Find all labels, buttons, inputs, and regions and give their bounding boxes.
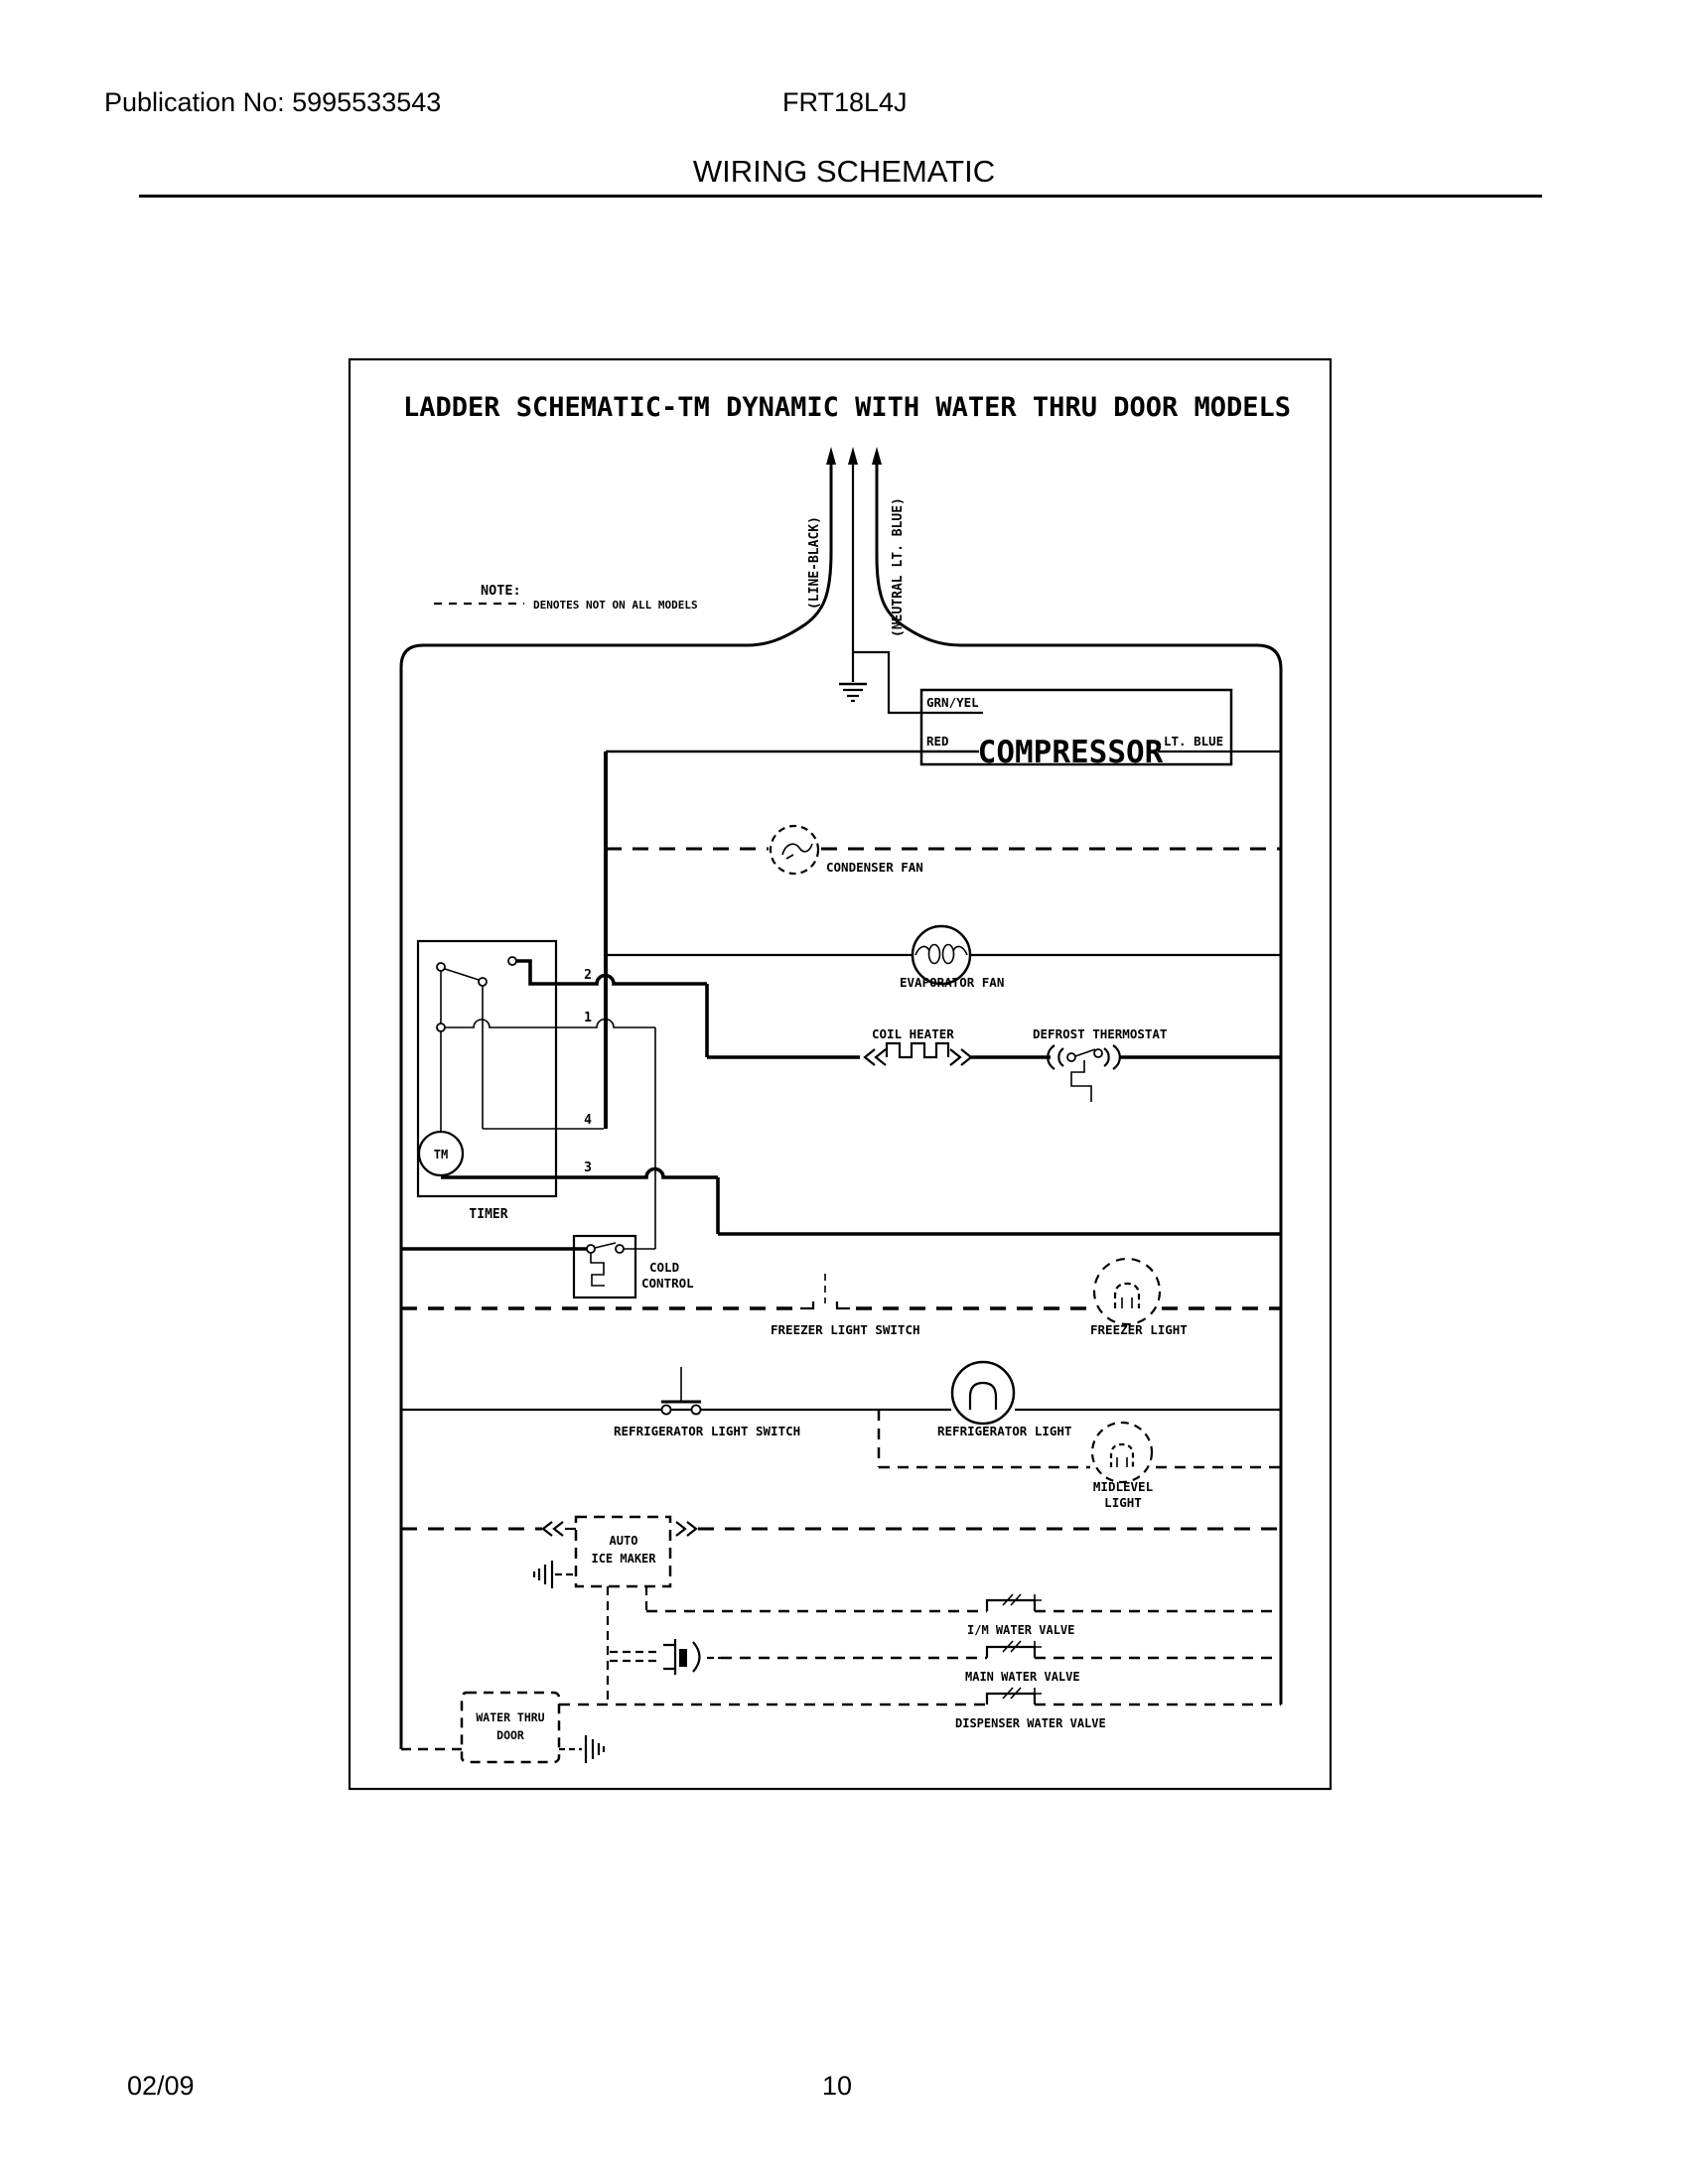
freezer-light-icon: [1094, 1259, 1160, 1324]
timer-motor-label: TM: [433, 1148, 449, 1161]
terminal-3-wire: [441, 1169, 718, 1178]
freezer-light-row: [401, 1259, 1281, 1337]
coil-heater-label: COIL HEATER: [872, 1026, 954, 1041]
earth-ground-icon: [839, 684, 867, 701]
evaporator-fan-row: [606, 926, 1281, 990]
red-label: RED: [926, 734, 949, 749]
condenser-fan-icon: [771, 826, 818, 874]
compressor-label: COMPRESSOR: [977, 735, 1164, 770]
dispenser-water-valve-label: DISPENSER WATER VALVE: [955, 1716, 1106, 1730]
evaporator-fan-label: EVAPORATOR FAN: [900, 975, 1005, 990]
freezer-light-switch-label: FREEZER LIGHT SWITCH: [771, 1322, 920, 1337]
connector-out-icon: [950, 1049, 971, 1065]
grn-yel-label: GRN/YEL: [926, 695, 979, 710]
footer-date: 02/09: [127, 2071, 195, 2101]
timer-symbol: [418, 941, 1281, 1249]
note-text: DENOTES NOT ON ALL MODELS: [533, 599, 698, 612]
condenser-fan-label: CONDENSER FAN: [826, 860, 923, 875]
cold-control-label-1: COLD: [649, 1260, 680, 1275]
harness-connector-icon: [663, 1639, 721, 1675]
connector-out-icon: [676, 1522, 696, 1536]
refrigerator-light-switch-icon: [661, 1367, 701, 1415]
im-water-valve-icon: [987, 1594, 1042, 1611]
defrost-row: [707, 1026, 1281, 1102]
terminal-1-wire: [445, 1020, 655, 1028]
terminal-3-label: 3: [584, 1160, 592, 1175]
defrost-thermostat-label: DEFROST THERMOSTAT: [1033, 1026, 1168, 1041]
cold-control-label-2: CONTROL: [641, 1276, 694, 1291]
water-thru-door-box: [462, 1693, 559, 1762]
timer-label: TIMER: [469, 1207, 508, 1222]
ice-maker-label-1: AUTO: [609, 1534, 638, 1548]
terminal-2-wire: [516, 961, 707, 984]
line-arrow-icon: [826, 447, 836, 465]
dispenser-water-valve-icon: [987, 1688, 1042, 1705]
timer-switch-blade: [445, 969, 479, 980]
water-thru-door-label-2: DOOR: [496, 1728, 524, 1742]
note-legend: [434, 583, 698, 612]
defrost-thermostat-icon: [1075, 1049, 1095, 1056]
connector-in-icon: [543, 1522, 563, 1536]
water-thru-door-symbol: [401, 1693, 604, 1763]
water-thru-door-label-1: WATER THRU: [476, 1710, 545, 1724]
lt-blue-label: LT. BLUE: [1164, 734, 1224, 749]
freezer-light-label: FREEZER LIGHT: [1090, 1322, 1188, 1337]
schematic-border: [350, 359, 1331, 1789]
page-title: WIRING SCHEMATIC: [692, 154, 996, 189]
midlevel-light-label-1: MIDLEVEL: [1092, 1479, 1154, 1494]
footer-page-number: 10: [822, 2071, 853, 2101]
midlevel-light-label-2: LIGHT: [1104, 1495, 1142, 1510]
connector-in-icon: [865, 1049, 886, 1065]
neutral-label: (NEUTRAL LT. BLUE): [891, 497, 906, 637]
terminal-4-label: 4: [584, 1113, 592, 1128]
im-water-valve-row: [646, 1594, 1281, 1637]
dispenser-water-valve-row: [559, 1688, 1281, 1730]
neutral-arrow-icon: [872, 447, 882, 465]
midlevel-light-icon: [1092, 1423, 1152, 1482]
refrigerator-light-switch-label: REFRIGERATOR LIGHT SWITCH: [614, 1424, 801, 1438]
main-water-valve-row: [610, 1639, 1281, 1684]
freezer-light-switch-icon: [800, 1274, 850, 1308]
publication-number: Publication No: 5995533543: [104, 87, 442, 117]
refrigerator-light-label: REFRIGERATOR LIGHT: [937, 1424, 1072, 1438]
power-entry: [401, 447, 1281, 1749]
main-water-valve-label: MAIN WATER VALVE: [965, 1670, 1080, 1684]
note-label: NOTE:: [481, 583, 521, 599]
neutral-wire-right-rail: [877, 463, 1281, 1705]
refrigerator-light-icon: [952, 1362, 1014, 1424]
cold-control-symbol: [401, 1236, 694, 1297]
refrigerator-light-row: [401, 1362, 1281, 1438]
compressor-symbol: [606, 690, 1281, 770]
terminal-1-label: 1: [584, 1011, 592, 1025]
ice-maker-label-2: ICE MAKER: [591, 1552, 656, 1566]
door-ground-icon: [559, 1735, 604, 1763]
ice-maker-ground-icon: [534, 1561, 576, 1588]
ground-arrow-icon: [848, 447, 858, 465]
coil-heater-icon: [887, 1043, 948, 1057]
condenser-fan-row: [606, 826, 1281, 875]
im-water-valve-label: I/M WATER VALVE: [967, 1623, 1075, 1637]
line-label: (LINE-BLACK): [807, 516, 822, 610]
main-water-valve-icon: [987, 1641, 1042, 1658]
schematic-title: LADDER SCHEMATIC-TM DYNAMIC WITH WATER THRU DOOR MODELS: [402, 392, 1292, 423]
terminal-2-label: 2: [584, 968, 592, 983]
model-number: FRT18L4J: [782, 87, 908, 117]
